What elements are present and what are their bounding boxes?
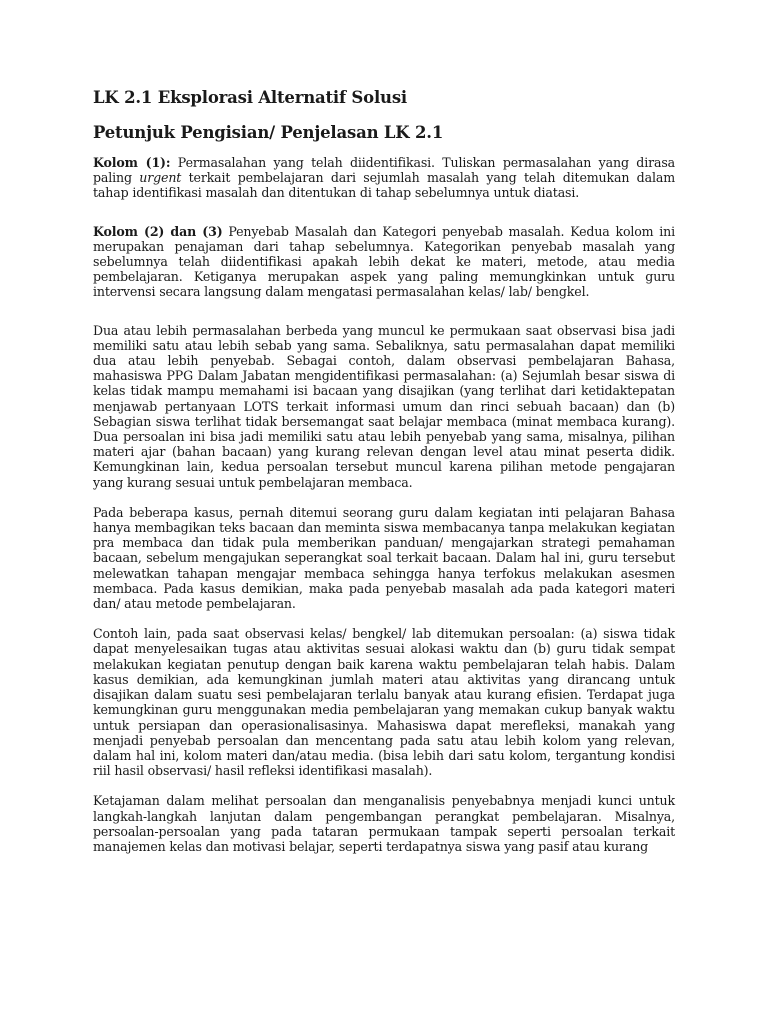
document-subtitle: Petunjuk Pengisian/ Penjelasan LK 2.1	[93, 123, 444, 142]
paragraph-case-teacher: Pada beberapa kasus, pernah ditemui seorang guru dalam kegiatan inti pelajaran Bahasa hanya membagikan teks bacaan dan meminta siswa membacanya tanpa melakukan kegiatan pra membaca dan tidak pula memberikan panduan/ mengajarkan strategi pemahaman bacaan, sebelum mengajukan seperangkat soal terkait bacaan. Dalam hal ini, guru tersebut melewatkan tahapan mengajar membaca sehingga hanya terfokus melakukan asesmen membaca. Pada kasus demikian, maka pada penyebab masalah ada pada kategori materi dan/ atau metode pembelajaran.	[93, 504, 675, 612]
kolom-1-text-a: Permasalahan yang telah diidentifikasi. Tuliskan permasalahan yang dirasa paling	[93, 155, 675, 186]
paragraph-example-bahasa: Dua atau lebih permasalahan berbeda yang muncul ke permukaan saat observasi bisa jadi memiliki satu atau lebih sebab yang sama. Sebaliknya, satu permasalahan dapat memiliki dua atau lebih penyebab. Sebagai contoh, dalam observasi pembelajaran Bahasa, mahasiswa PPG Dalam Jabatan mengidentifikasi permasalahan: (a) Sejumlah besar siswa di kelas tidak mampu memahami isi bacaan yang disajikan (yang terlihat dari ketidaktepatan menjawab pertanyaan LOTS terkait informasi umum dan rinci sebuah bacaan) dan (b) Sebagian siswa terlihat tidak bersemangat saat belajar membaca (minat membaca kurang). Dua persoalan ini bisa jadi memiliki satu atau lebih penyebab yang sama, misalnya, pilihan materi ajar (bahan bacaan) yang kurang relevan dengan level atau minat peserta didik. Kemungkinan lain, kedua persoalan tersebut muncul karena pilihan metode pengajaran yang kurang sesuai untuk pembelajaran membaca.	[93, 322, 675, 490]
kolom-2-3-text: Penyebab Masalah dan Kategori penyebab masalah. Kedua kolom ini merupakan penajaman dari tahap sebelumnya. Kategorikan penyebab masalah yang sebelumnya telah diidentifikasi apakah lebih dekat ke materi, metode, atau media pembelajaran. Ketiganya merupakan aspek yang paling memungkinkan untuk guru intervensi secara langsung dalam mengatasi permasalahan kelas/ lab/ bengkel.	[93, 223, 675, 300]
paragraph-kolom-2-3	[93, 224, 675, 300]
kolom-1-emphasis: urgent	[139, 170, 182, 186]
paragraph-example-observation: Contoh lain, pada saat observasi kelas/ bengkel/ lab ditemukan persoalan: (a) siswa tidak dapat menyelesaikan tugas atau aktivitas sesuai alokasi waktu dan (b) guru tidak sempat melakukan kegiatan penutup dengan baik karena waktu pembelajaran telah habis. Dalam kasus demikian, ada kemungkinan jumlah materi atau aktivitas yang dirancang untuk disajikan dalam suatu sesi pembelajaran terlalu banyak atau kurang efisien. Terdapat juga kemungkinan guru menggunakan media pembelajaran yang memakan cukup banyak waktu untuk persiapan dan operasionalisasinya. Mahasiswa dapat merefleksi, manakah yang menjadi penyebab persoalan dan mencentang pada satu atau lebih kolom yang relevan, dalam hal ini, kolom materi dan/atau media. (bisa lebih dari satu kolom, tergantung kondisi riil hasil observasi/ hasil refleksi identifikasi masalah).	[93, 626, 675, 779]
kolom-2-3-label: Kolom (2) dan (3)	[93, 223, 223, 239]
paragraph-analysis: Ketajaman dalam melihat persoalan dan menganalisis penyebabnya menjadi kunci untuk langkah-langkah lanjutan dalam pengembangan perangkat pembelajaran. Misalnya, persoalan-persoalan yang pada tataran permukaan tampak seperti persoalan terkait manajemen kelas dan motivasi belajar, seperti terdapatnya siswa yang pasif atau kurang	[93, 793, 675, 854]
document-page	[93, 88, 675, 854]
paragraph-kolom-1	[93, 155, 675, 201]
kolom-1-label: Kolom (1):	[93, 155, 171, 170]
kolom-1-text-b: terkait pembelajaran dari sejumlah masalah yang telah ditemukan dalam tahap identifikasi masalah dan ditentukan di tahap sebelumnya untuk diatasi.	[93, 170, 675, 201]
document-title: LK 2.1 Eksplorasi Alternatif Solusi	[93, 88, 407, 107]
